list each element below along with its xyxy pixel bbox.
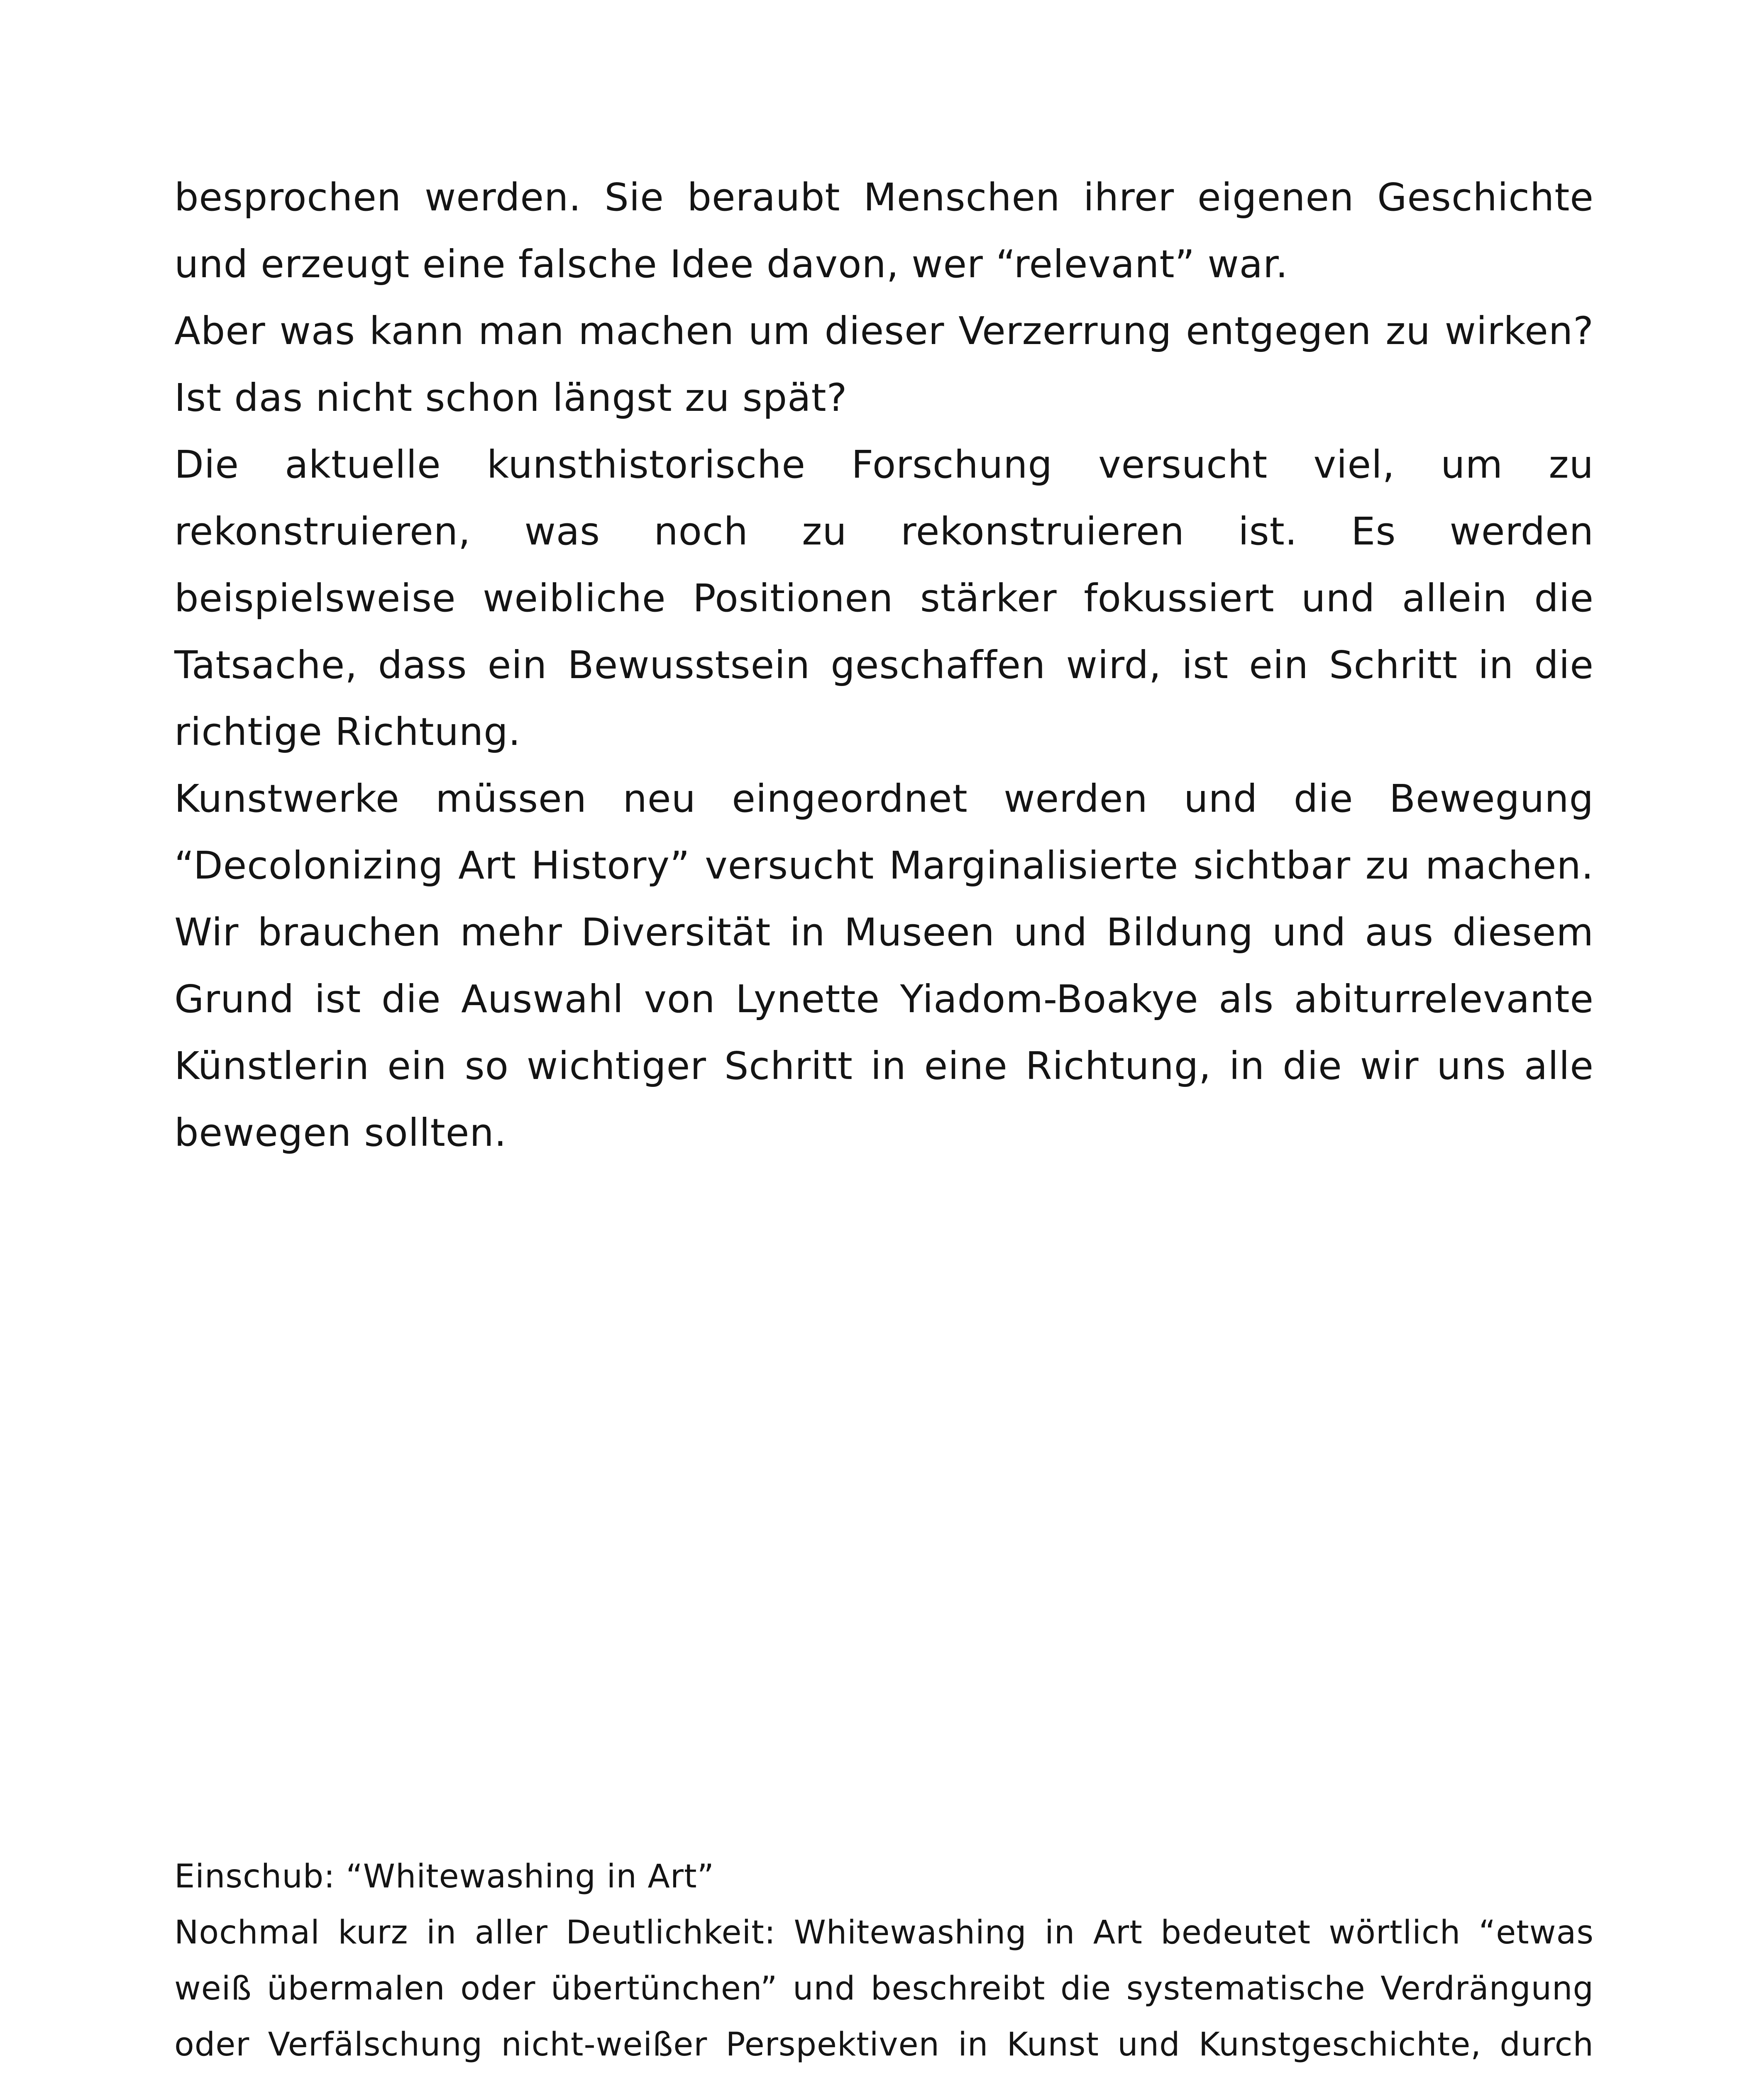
main-body-text [174, 164, 1594, 1166]
paragraph: Die aktuelle kunsthistorische Forschung versucht viel, um zu rekonstruieren, was noch zu rekonstruieren ist. Es werden beispielsweise weibliche Positionen stärker fokussiert und allein die Tatsache, dass ein Bewusstsein geschaffen wird, ist ein Schritt in die richtige Richtung. [174, 442, 1594, 754]
insert-paragraph: Nochmal kurz in aller Deutlichkeit: Whitewashing in Art bedeutet wörtlich “etwas weiß übermalen oder übertünchen” und beschreibt die systematische Verdrängung oder Verfälschung nicht-weißer Perspektiven in Kunst und Kunstgeschichte, durch [174, 1914, 1594, 2063]
paragraph: Kunstwerke müssen neu eingeordnet werden und die Bewegung “Decolonizing Art History” versucht Marginalisierte sichtbar zu machen. Wir brauchen mehr Diversität in Museen und Bildung und aus diesem Grund ist die Auswahl von Lynette Yiadom-Boakye als abiturrelevante Künstlerin ein so wichtiger Schritt in eine Richtung, in die wir uns alle bewegen sollten. [174, 776, 1594, 1155]
paragraph: besprochen werden. Sie beraubt Menschen ihrer eigenen Geschichte und erzeugt eine falsche Idee davon, wer “relevant” war. [174, 175, 1594, 286]
insert-section [174, 1849, 1594, 2075]
insert-heading: Einschub: “Whitewashing in Art” [174, 1858, 714, 1895]
paragraph: Aber was kann man machen um dieser Verzerrung entgegen zu wirken? Ist das nicht schon längst zu spät? [174, 309, 1594, 420]
